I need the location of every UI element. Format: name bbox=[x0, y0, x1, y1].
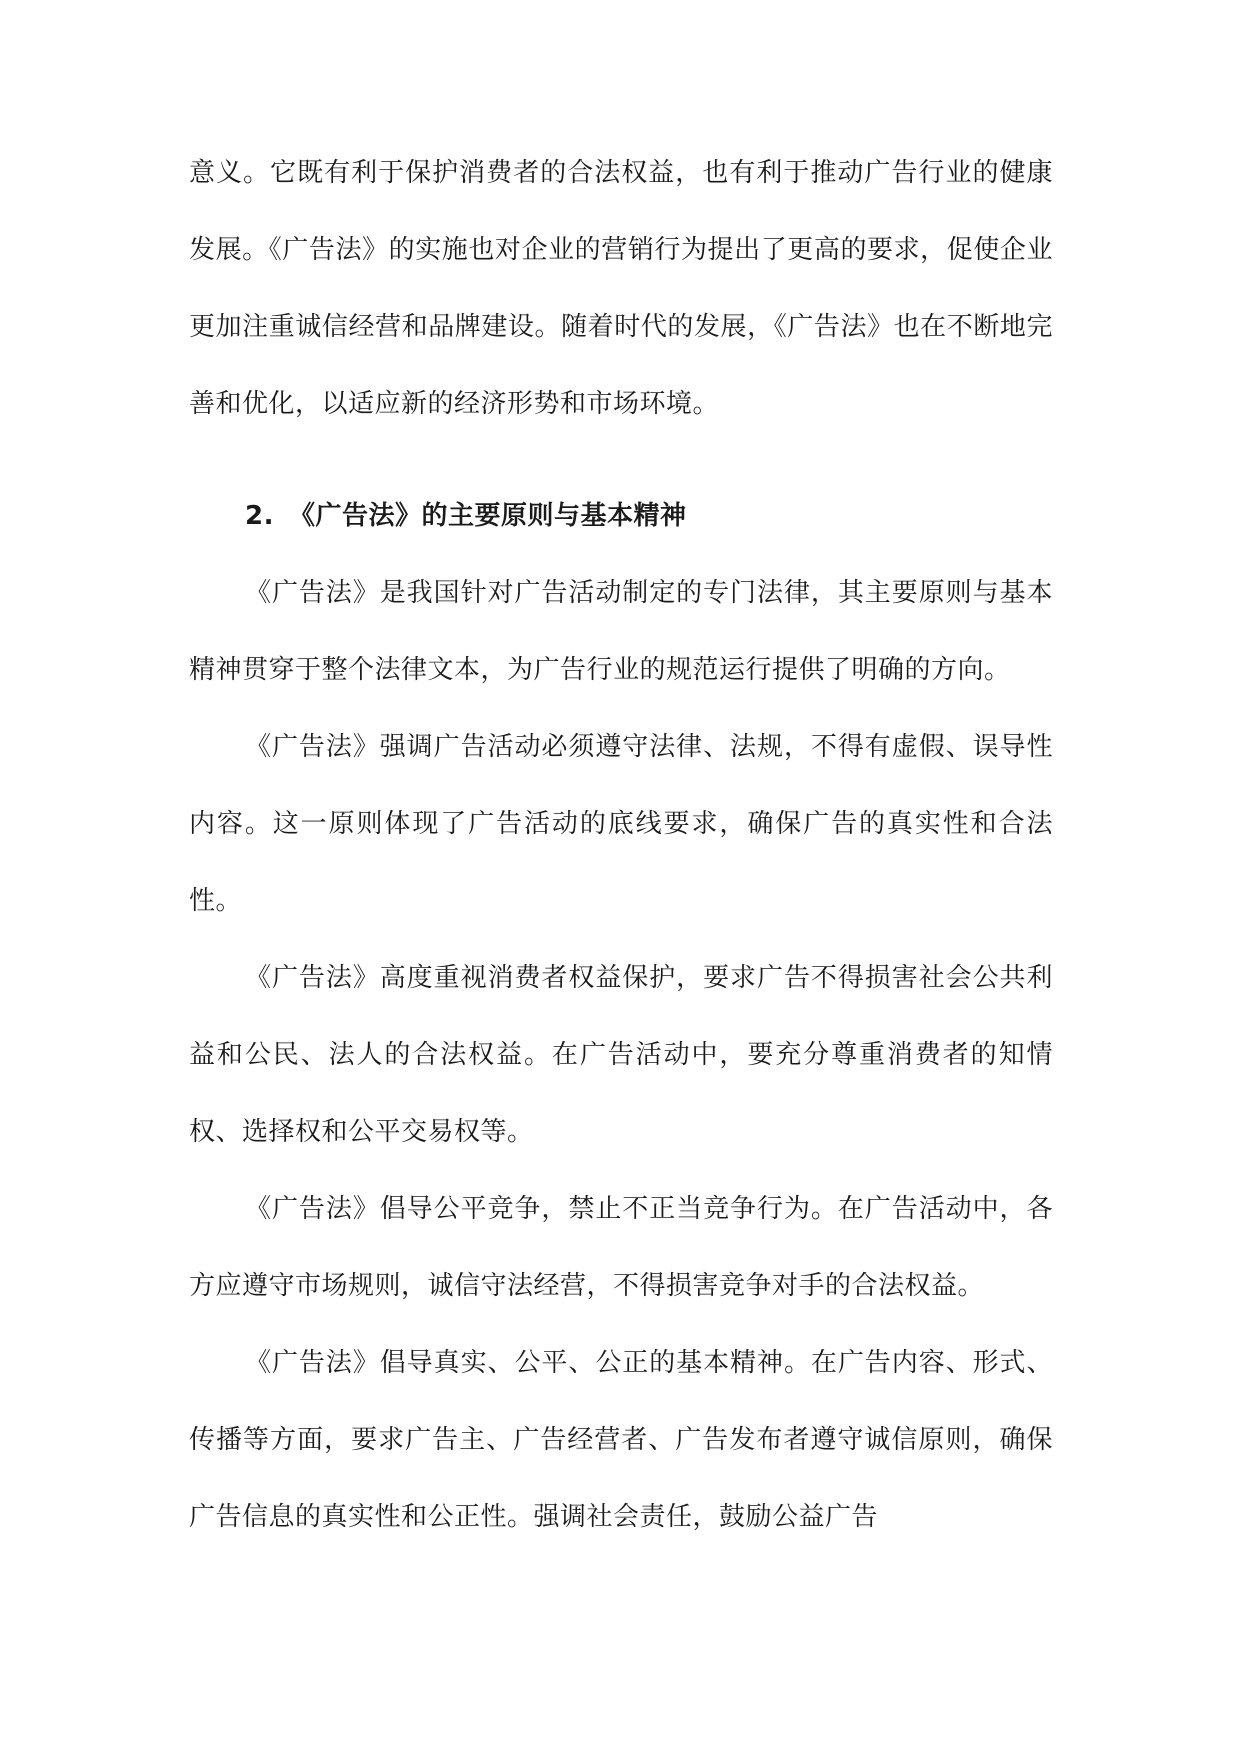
section-heading bbox=[189, 478, 1053, 555]
section-number: 2. bbox=[245, 501, 274, 531]
section-title: 《广告法》的主要原则与基本精神 bbox=[289, 501, 687, 531]
body-paragraph: 《广告法》倡导公平竞争，禁止不正当竞争行为。在广告活动中，各方应遵守市场规则，诚信守法经营，不得损害竞争对手的合法权益。 bbox=[189, 1194, 1053, 1301]
body-paragraph: 《广告法》强调广告活动必须遵守法律、法规，不得有虚假、误导性内容。这一原则体现了广告活动的底线要求，确保广告的真实性和合法性。 bbox=[189, 732, 1053, 916]
body-paragraph: 《广告法》倡导真实、公平、公正的基本精神。在广告内容、形式、传播等方面，要求广告主、广告经营者、广告发布者遵守诚信原则，确保广告信息的真实性和公正性。强调社会责任，鼓励公益广告 bbox=[189, 1348, 1053, 1532]
body-paragraph: 《广告法》是我国针对广告活动制定的专门法律，其主要原则与基本精神贯穿于整个法律文本，为广告行业的规范运行提供了明确的方向。 bbox=[189, 578, 1053, 685]
continued-paragraph: 意义。它既有利于保护消费者的合法权益，也有利于推动广告行业的健康发展。《广告法》的实施也对企业的营销行为提出了更高的要求，促使企业更加注重诚信经营和品牌建设。随着时代的发展，《广告法》也在不断地完善和优化，以适应新的经济形势和市场环境。 bbox=[189, 158, 1053, 419]
body-paragraph: 《广告法》高度重视消费者权益保护，要求广告不得损害社会公共利益和公民、法人的合法权益。在广告活动中，要充分尊重消费者的知情权、选择权和公平交易权等。 bbox=[189, 963, 1053, 1147]
document-page bbox=[189, 135, 1053, 1556]
